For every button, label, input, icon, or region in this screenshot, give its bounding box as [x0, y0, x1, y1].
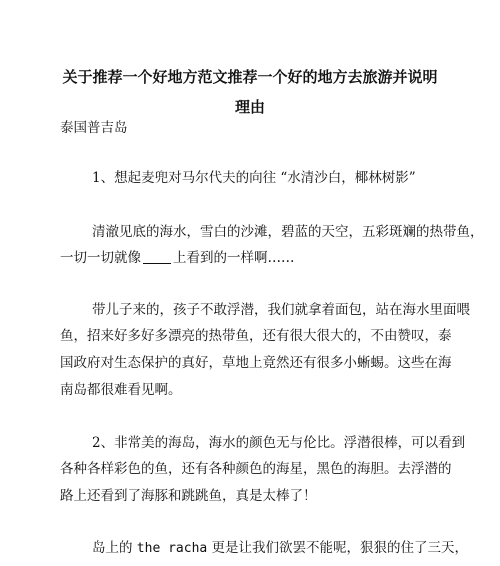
- fill-in-blank: [143, 249, 171, 264]
- paragraph-1-line-1: 清澈见底的海水，雪白的沙滩，碧蓝的天空，五彩斑斓的热带鱼，: [92, 224, 484, 240]
- paragraph-1-line-2: [60, 244, 295, 272]
- paragraph-1-line-2-start: 一切一切就像: [60, 250, 141, 266]
- paragraph-3-latin: the racha: [136, 541, 208, 556]
- place-name: 泰国普吉岛: [60, 120, 128, 136]
- paragraph-2-line-3: 国政府对生态保护的真好，草地上竟然还有很多小蜥蜴。这些在海: [60, 355, 452, 371]
- document-title: [40, 62, 460, 122]
- title-line-2: 理由: [234, 98, 265, 116]
- paragraph-2-line-1: 带儿子来的，孩子不敢浮潜，我们就拿着面包，站在海水里面喂: [92, 302, 470, 318]
- paragraph-3-end: 更是让我们欲罢不能呢，狠狠的住了三天，: [211, 540, 469, 556]
- paragraph-3-start: 岛上的: [92, 540, 133, 556]
- paragraph-2-line-2: 鱼，招来好多好多漂亮的热带鱼，还有很大很大的，不由赞叹，泰: [60, 328, 452, 344]
- paragraph-3-line-1: [92, 534, 468, 563]
- paragraph-1-line-2-end: 上看到的一样啊……: [173, 250, 295, 266]
- item-2-line-2: 各种各样彩色的鱼，还有各种颜色的海星，黑色的海胆。去浮潜的: [60, 461, 452, 477]
- item-1-heading: 1、想起麦兜对马尔代夫的向往 “水清沙白，椰林树影”: [92, 170, 416, 186]
- title-line-1: 关于推荐一个好地方范文推荐一个好的地方去旅游并说明: [62, 68, 438, 86]
- item-2-line-1: 2、非常美的海岛，海水的颜色无与伦比。浮潜很棒，可以看到: [92, 435, 466, 451]
- item-2-line-3: 路上还看到了海豚和跳跳鱼，真是太棒了！: [60, 488, 317, 504]
- paragraph-2-line-4: 南岛都很难看见啊。: [60, 382, 182, 398]
